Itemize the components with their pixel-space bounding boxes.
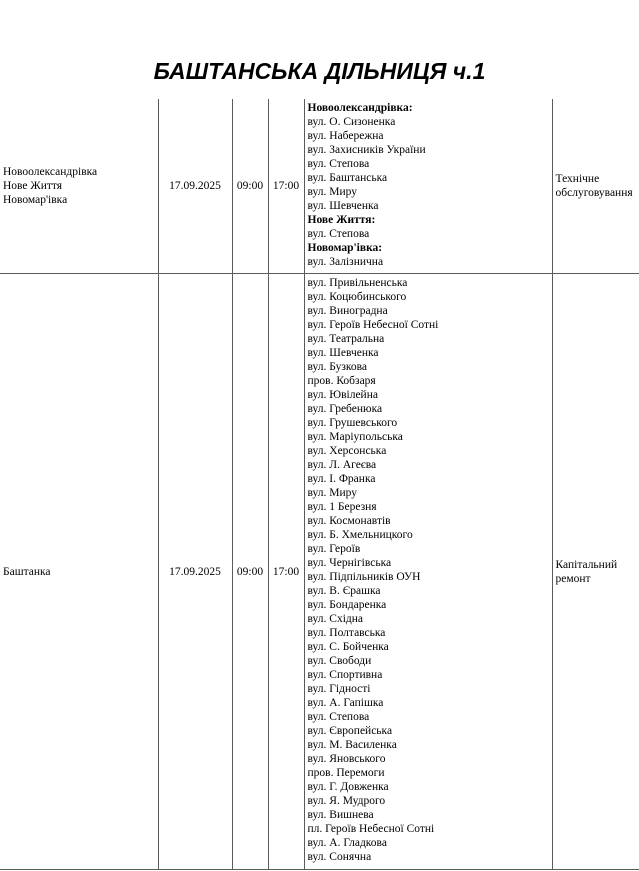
street-item: вул. Грушевського [307, 417, 398, 429]
street-item: вул. А. Гапішка [307, 697, 384, 709]
street-item: вул. Миру [307, 186, 357, 198]
street-item: вул. Космонавтів [307, 515, 391, 527]
settlement-name: Новоолександрівка [3, 166, 98, 178]
table-row [0, 274, 639, 870]
street-item: вул. О. Сизоненка [307, 116, 396, 128]
start-time-cell: 09:00 [232, 99, 268, 274]
settlements-cell [0, 99, 158, 274]
streets-cell [304, 274, 552, 870]
date-cell: 17.09.2025 [158, 99, 232, 274]
street-item: вул. Чернігівська [307, 557, 392, 569]
settlement-heading: Новомар'івка: [307, 242, 383, 254]
street-item: вул. Спортивна [307, 669, 383, 681]
reason-text: обслуговування [555, 187, 633, 199]
street-item: вул. Степова [307, 228, 370, 240]
street-item: вул. М. Василенка [307, 739, 397, 751]
street-item: вул. Східна [307, 613, 363, 625]
street-item: вул. Шевченка [307, 347, 379, 359]
reason-text: Капітальний [555, 558, 618, 571]
street-item: вул. Захисників України [307, 144, 426, 156]
street-item: вул. Вишнева [307, 809, 374, 821]
street-item: вул. Гребенюка [307, 403, 383, 415]
street-item: вул. Гідності [307, 683, 371, 695]
page-title: БАШТАНСЬКА ДІЛЬНИЦЯ ч.1 [153, 58, 486, 84]
street-item: вул. Баштанська [307, 172, 388, 184]
table-row [0, 99, 639, 274]
street-item: вул. Виноградна [307, 305, 388, 317]
street-item: вул. А. Гладкова [307, 837, 387, 849]
street-item: вул. Степова [307, 711, 370, 723]
reason-cell [552, 99, 639, 274]
street-item: вул. Сонячна [307, 851, 372, 863]
street-item: вул. В. Єрашка [307, 585, 381, 597]
street-item: вул. Коцюбинського [307, 291, 407, 303]
street-item: вул. Героїв Небесної Сотні [307, 319, 439, 331]
outage-schedule-table [0, 99, 639, 870]
street-item: вул. Свободи [307, 655, 372, 667]
street-item: вул. Набережна [307, 130, 384, 142]
settlement-heading: Новоолександрівка: [307, 102, 413, 114]
street-item: вул. Підпільників ОУН [307, 571, 421, 583]
start-time-cell: 09:00 [232, 274, 268, 870]
street-item: вул. Європейська [307, 725, 393, 737]
street-item: вул. Херсонська [307, 445, 387, 457]
settlement-name: Нове Життя [3, 180, 63, 192]
street-item: вул. Героїв [307, 543, 361, 555]
street-item: вул. Г. Довженка [307, 781, 389, 793]
street-item: пров. Кобзаря [307, 375, 376, 387]
street-item: вул. Шевченка [307, 200, 379, 212]
street-item: вул. С. Бойченка [307, 641, 389, 653]
street-item: вул. 1 Березня [307, 501, 377, 513]
street-item: вул. Привільненська [307, 277, 408, 289]
street-item: вул. Я. Мудрого [307, 795, 386, 807]
reason-text: ремонт [555, 572, 591, 585]
reason-text: Технічне [555, 173, 600, 185]
street-item: вул. Миру [307, 487, 357, 499]
street-item: пров. Перемоги [307, 767, 385, 779]
street-item: вул. Л. Агеєва [307, 459, 377, 471]
settlement-name: Новомар'івка [3, 194, 68, 206]
reason-cell [552, 274, 639, 870]
settlements-cell [0, 274, 158, 870]
settlement-heading: Нове Життя: [307, 214, 376, 226]
street-item: пл. Героїв Небесної Сотні [307, 823, 435, 835]
street-item: вул. Театральна [307, 333, 385, 345]
streets-cell [304, 99, 552, 274]
street-item: вул. Степова [307, 158, 370, 170]
end-time-cell: 17:00 [268, 274, 304, 870]
street-item: вул. Б. Хмельницкого [307, 529, 413, 541]
street-item: вул. Залізнична [307, 256, 384, 268]
street-item: вул. Бондаренка [307, 599, 387, 611]
street-item: вул. Ювілейна [307, 389, 378, 401]
date-cell: 17.09.2025 [158, 274, 232, 870]
end-time-cell: 17:00 [268, 99, 304, 274]
street-item: вул. І. Франка [307, 473, 376, 485]
settlement-name: Баштанка [3, 565, 51, 578]
street-item: вул. Яновського [307, 753, 386, 765]
street-item: вул. Полтавська [307, 627, 386, 639]
street-item: вул. Маріупольська [307, 431, 403, 443]
street-item: вул. Бузкова [307, 361, 368, 373]
